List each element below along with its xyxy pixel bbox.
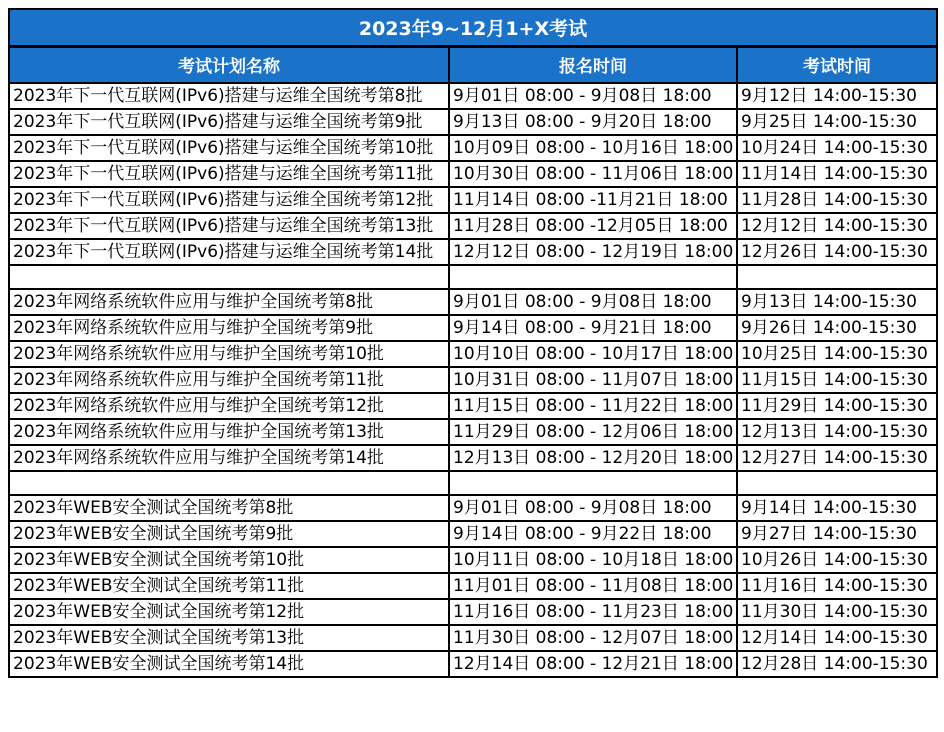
exam-plan-name-cell: 2023年下一代互联网(IPv6)搭建与运维全国统考第10批 [9,135,449,161]
registration-time-cell: 12月12日 08:00 - 12月19日 18:00 [449,239,737,265]
exam-schedule-table [8,8,938,678]
exam-time-cell: 9月25日 14:00-15:30 [737,109,937,135]
table-row [9,547,937,573]
exam-time-cell: 9月26日 14:00-15:30 [737,315,937,341]
registration-time-cell: 9月01日 08:00 - 9月08日 18:00 [449,83,737,109]
exam-plan-name-cell: 2023年下一代互联网(IPv6)搭建与运维全国统考第13批 [9,213,449,239]
table-row [9,573,937,599]
exam-time-cell: 10月25日 14:00-15:30 [737,341,937,367]
table-row [9,419,937,445]
table-row [9,367,937,393]
column-header-row [9,46,937,83]
column-header-plan-name: 考试计划名称 [9,46,449,83]
registration-time-cell: 9月14日 08:00 - 9月22日 18:00 [449,521,737,547]
empty-cell [737,265,937,289]
table-title: 2023年9~12月1+X考试 [9,9,937,46]
registration-time-cell: 12月14日 08:00 - 12月21日 18:00 [449,651,737,677]
column-header-registration-time: 报名时间 [449,46,737,83]
registration-time-cell: 9月01日 08:00 - 9月08日 18:00 [449,289,737,315]
table-row [9,109,937,135]
registration-time-cell: 10月11日 08:00 - 10月18日 18:00 [449,547,737,573]
table-row [9,445,937,471]
exam-time-cell: 9月13日 14:00-15:30 [737,289,937,315]
table-row [9,341,937,367]
exam-time-cell: 11月16日 14:00-15:30 [737,573,937,599]
exam-plan-name-cell: 2023年下一代互联网(IPv6)搭建与运维全国统考第12批 [9,187,449,213]
exam-time-cell: 12月26日 14:00-15:30 [737,239,937,265]
table-row [9,599,937,625]
table-row [9,651,937,677]
table-row [9,393,937,419]
table-row [9,239,937,265]
column-header-exam-time: 考试时间 [737,46,937,83]
exam-plan-name-cell: 2023年WEB安全测试全国统考第9批 [9,521,449,547]
exam-plan-name-cell: 2023年WEB安全测试全国统考第11批 [9,573,449,599]
exam-plan-name-cell: 2023年WEB安全测试全国统考第13批 [9,625,449,651]
exam-time-cell: 9月12日 14:00-15:30 [737,83,937,109]
table-row [9,521,937,547]
registration-time-cell: 11月28日 08:00 -12月05日 18:00 [449,213,737,239]
exam-time-cell: 11月15日 14:00-15:30 [737,367,937,393]
exam-time-cell: 9月14日 14:00-15:30 [737,495,937,521]
exam-time-cell: 11月14日 14:00-15:30 [737,161,937,187]
exam-plan-name-cell: 2023年网络系统软件应用与维护全国统考第14批 [9,445,449,471]
registration-time-cell: 11月30日 08:00 - 12月07日 18:00 [449,625,737,651]
exam-time-cell: 12月13日 14:00-15:30 [737,419,937,445]
exam-time-cell: 12月12日 14:00-15:30 [737,213,937,239]
registration-time-cell: 10月30日 08:00 - 11月06日 18:00 [449,161,737,187]
exam-time-cell: 12月14日 14:00-15:30 [737,625,937,651]
exam-plan-name-cell: 2023年下一代互联网(IPv6)搭建与运维全国统考第11批 [9,161,449,187]
registration-time-cell: 12月13日 08:00 - 12月20日 18:00 [449,445,737,471]
exam-time-cell: 11月30日 14:00-15:30 [737,599,937,625]
registration-time-cell: 10月31日 08:00 - 11月07日 18:00 [449,367,737,393]
exam-time-cell: 10月24日 14:00-15:30 [737,135,937,161]
empty-cell [449,471,737,495]
table-row [9,135,937,161]
table-body [9,83,937,677]
registration-time-cell: 9月13日 08:00 - 9月20日 18:00 [449,109,737,135]
table-row [9,625,937,651]
empty-cell [9,265,449,289]
exam-plan-name-cell: 2023年网络系统软件应用与维护全国统考第8批 [9,289,449,315]
table-row [9,161,937,187]
table-row [9,213,937,239]
registration-time-cell: 9月14日 08:00 - 9月21日 18:00 [449,315,737,341]
registration-time-cell: 11月16日 08:00 - 11月23日 18:00 [449,599,737,625]
table-row [9,187,937,213]
exam-time-cell: 11月28日 14:00-15:30 [737,187,937,213]
registration-time-cell: 11月01日 08:00 - 11月08日 18:00 [449,573,737,599]
empty-cell [9,471,449,495]
table-row [9,495,937,521]
exam-plan-name-cell: 2023年网络系统软件应用与维护全国统考第12批 [9,393,449,419]
group-spacer-row [9,471,937,495]
exam-plan-name-cell: 2023年网络系统软件应用与维护全国统考第9批 [9,315,449,341]
exam-time-cell: 12月28日 14:00-15:30 [737,651,937,677]
exam-plan-name-cell: 2023年WEB安全测试全国统考第12批 [9,599,449,625]
exam-time-cell: 10月26日 14:00-15:30 [737,547,937,573]
table-title-row [9,9,937,46]
group-spacer-row [9,265,937,289]
exam-plan-name-cell: 2023年网络系统软件应用与维护全国统考第11批 [9,367,449,393]
exam-time-cell: 11月29日 14:00-15:30 [737,393,937,419]
exam-plan-name-cell: 2023年下一代互联网(IPv6)搭建与运维全国统考第14批 [9,239,449,265]
exam-plan-name-cell: 2023年下一代互联网(IPv6)搭建与运维全国统考第9批 [9,109,449,135]
table-row [9,289,937,315]
empty-cell [449,265,737,289]
exam-time-cell: 12月27日 14:00-15:30 [737,445,937,471]
exam-time-cell: 9月27日 14:00-15:30 [737,521,937,547]
registration-time-cell: 9月01日 08:00 - 9月08日 18:00 [449,495,737,521]
registration-time-cell: 11月15日 08:00 - 11月22日 18:00 [449,393,737,419]
empty-cell [737,471,937,495]
registration-time-cell: 10月09日 08:00 - 10月16日 18:00 [449,135,737,161]
exam-plan-name-cell: 2023年网络系统软件应用与维护全国统考第13批 [9,419,449,445]
exam-plan-name-cell: 2023年WEB安全测试全国统考第14批 [9,651,449,677]
exam-plan-name-cell: 2023年下一代互联网(IPv6)搭建与运维全国统考第8批 [9,83,449,109]
exam-plan-name-cell: 2023年WEB安全测试全国统考第8批 [9,495,449,521]
table-row [9,315,937,341]
exam-plan-name-cell: 2023年WEB安全测试全国统考第10批 [9,547,449,573]
registration-time-cell: 10月10日 08:00 - 10月17日 18:00 [449,341,737,367]
registration-time-cell: 11月14日 08:00 -11月21日 18:00 [449,187,737,213]
registration-time-cell: 11月29日 08:00 - 12月06日 18:00 [449,419,737,445]
exam-plan-name-cell: 2023年网络系统软件应用与维护全国统考第10批 [9,341,449,367]
table-row [9,83,937,109]
